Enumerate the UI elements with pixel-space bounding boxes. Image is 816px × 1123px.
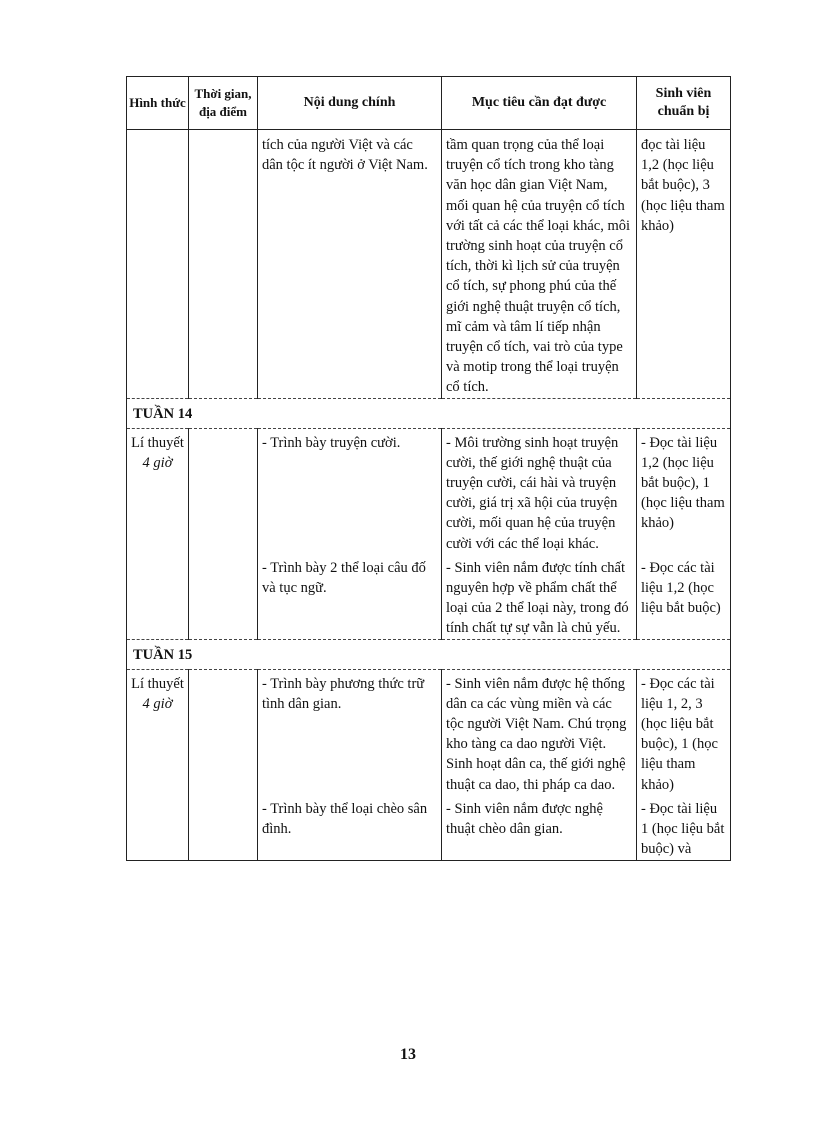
form-type: Lí thuyết (131, 675, 184, 692)
cell-content: - Trình bày 2 thể loại câu đố và tục ngữ. (258, 554, 442, 639)
week-title: TUẦN 14 (127, 398, 731, 428)
table-row (127, 428, 731, 554)
week-heading-row (127, 639, 731, 669)
table-row-continuation (127, 130, 731, 399)
week-title: TUẦN 15 (127, 639, 731, 669)
form-type: Lí thuyết (131, 434, 184, 451)
form-hours: 4 giờ (142, 454, 173, 471)
cell-objectives: - Môi trường sinh hoạt truyện cười, thế giới nghệ thuật của truyện cười, cái hài và truyện cười, giá trị xã hội của truyện cười, mối quan hệ của truyện cười với các thể loại khác. (442, 428, 637, 554)
header-time-place: Thời gian, địa điểm (189, 77, 258, 130)
cell-student-prep: - Đọc các tài liệu 1, 2, 3 (học liệu bắt buộc), 1 (học liệu tham khảo) (637, 669, 731, 795)
cell-time-place (189, 130, 258, 399)
header-content: Nội dung chính (258, 77, 442, 130)
cell-content: - Trình bày truyện cười. (258, 428, 442, 554)
cell-student-prep: đọc tài liệu 1,2 (học liệu bắt buộc), 3 (học liệu tham khảo) (637, 130, 731, 399)
header-form: Hình thức (127, 77, 189, 130)
cell-form (127, 428, 189, 639)
table-row (127, 669, 731, 795)
form-hours: 4 giờ (142, 695, 173, 712)
header-student-prep: Sinh viên chuẩn bị (637, 77, 731, 130)
cell-student-prep: - Đọc tài liệu 1,2 (học liệu bắt buộc), 1 (học liệu tham khảo) (637, 428, 731, 554)
cell-content: tích của người Việt và các dân tộc ít người ở Việt Nam. (258, 130, 442, 399)
cell-student-prep: - Đọc tài liệu 1 (học liệu bắt buộc) và (637, 795, 731, 860)
cell-time-place (189, 428, 258, 639)
cell-time-place (189, 669, 258, 860)
cell-form (127, 130, 189, 399)
course-schedule-table (126, 76, 731, 861)
cell-objectives: tầm quan trọng của thể loại truyện cổ tích trong kho tàng văn học dân gian Việt Nam, mối quan hệ của truyện cổ tích với tất cả các thể loại khác, môi trường sinh hoạt của truyện cổ tích, thời kì lịch sử của truyện cổ tích, sự phong phú của thế giới nghệ thuật truyện cổ tích, mĩ cảm và tâm lí tiếp nhận truyện cổ tích, vai trò của type và motip trong thể loại truyện cổ tích. (442, 130, 637, 399)
cell-objectives: - Sinh viên nắm được tính chất nguyên hợp về phẩm chất thể loại của 2 thể loại này, trong đó tính chất tự sự vẫn là chủ yếu. (442, 554, 637, 639)
cell-student-prep: - Đọc các tài liệu 1,2 (học liệu bắt buộc) (637, 554, 731, 639)
header-objectives: Mục tiêu cần đạt được (442, 77, 637, 130)
page-number: 13 (400, 1046, 416, 1063)
cell-content: - Trình bày phương thức trữ tình dân gian. (258, 669, 442, 795)
table-header-row (127, 77, 731, 130)
cell-objectives: - Sinh viên nắm được nghệ thuật chèo dân gian. (442, 795, 637, 860)
cell-form (127, 669, 189, 860)
cell-content: - Trình bày thể loại chèo sân đình. (258, 795, 442, 860)
cell-objectives: - Sinh viên nắm được hệ thống dân ca các vùng miền và các tộc người Việt Nam. Chú trọng kho tàng ca dao người Việt. Sinh hoạt dân ca, thế giới nghệ thuật ca dao, thi pháp ca dao. (442, 669, 637, 795)
week-heading-row (127, 398, 731, 428)
